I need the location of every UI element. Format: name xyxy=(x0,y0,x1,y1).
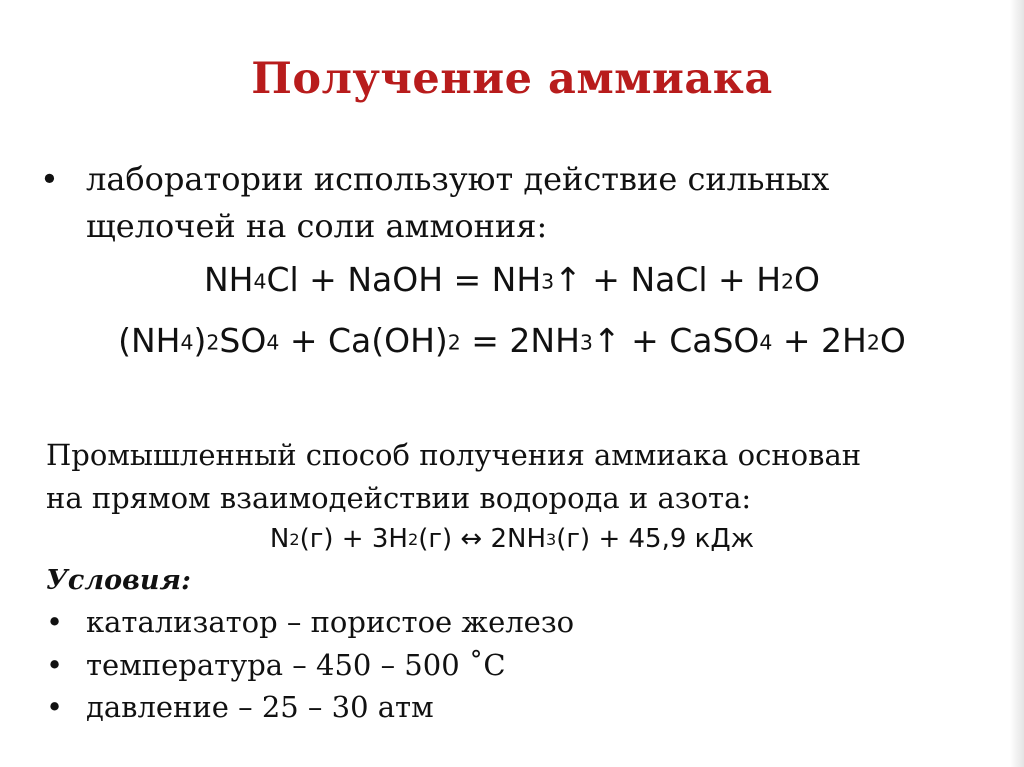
bullet-icon: • xyxy=(46,605,64,639)
equation-industrial: N2(г) + 3H2(г) ↔ 2NH3(г) + 45,9 кДж xyxy=(269,524,755,554)
bullet-icon: • xyxy=(46,690,64,724)
lab-text-line-1 xyxy=(40,160,829,198)
lab-text-1: лаборатории используют действие сильных xyxy=(86,160,830,198)
condition-item-temperature: • температура – 450 – 500 ˚С xyxy=(46,648,506,682)
equation-lab-2: (NH4)2SO4 + Ca(OH)2 = 2NH3↑ + CaSO4 + 2H2O xyxy=(118,321,906,360)
industrial-text-line-1: Промышленный способ получения аммиака основан xyxy=(46,438,862,472)
condition-item-pressure: • давление – 25 – 30 атм xyxy=(46,690,434,724)
bullet-icon: • xyxy=(40,160,59,198)
slide-edge-shadow xyxy=(1010,0,1024,767)
industrial-text-line-2: на прямом взаимодействии водорода и азота: xyxy=(46,481,752,515)
bullet-icon: • xyxy=(46,648,64,682)
condition-item-catalyst: • катализатор – пористое железо xyxy=(46,605,575,639)
lab-text-line-2: щелочей на соли аммония: xyxy=(86,207,548,245)
conditions-label: Условия: xyxy=(46,565,191,596)
equation-lab-1: NH4Cl + NaOH = NH3↑ + NaCl + H2O xyxy=(203,260,821,299)
slide-title: Получение аммиака xyxy=(251,54,773,104)
